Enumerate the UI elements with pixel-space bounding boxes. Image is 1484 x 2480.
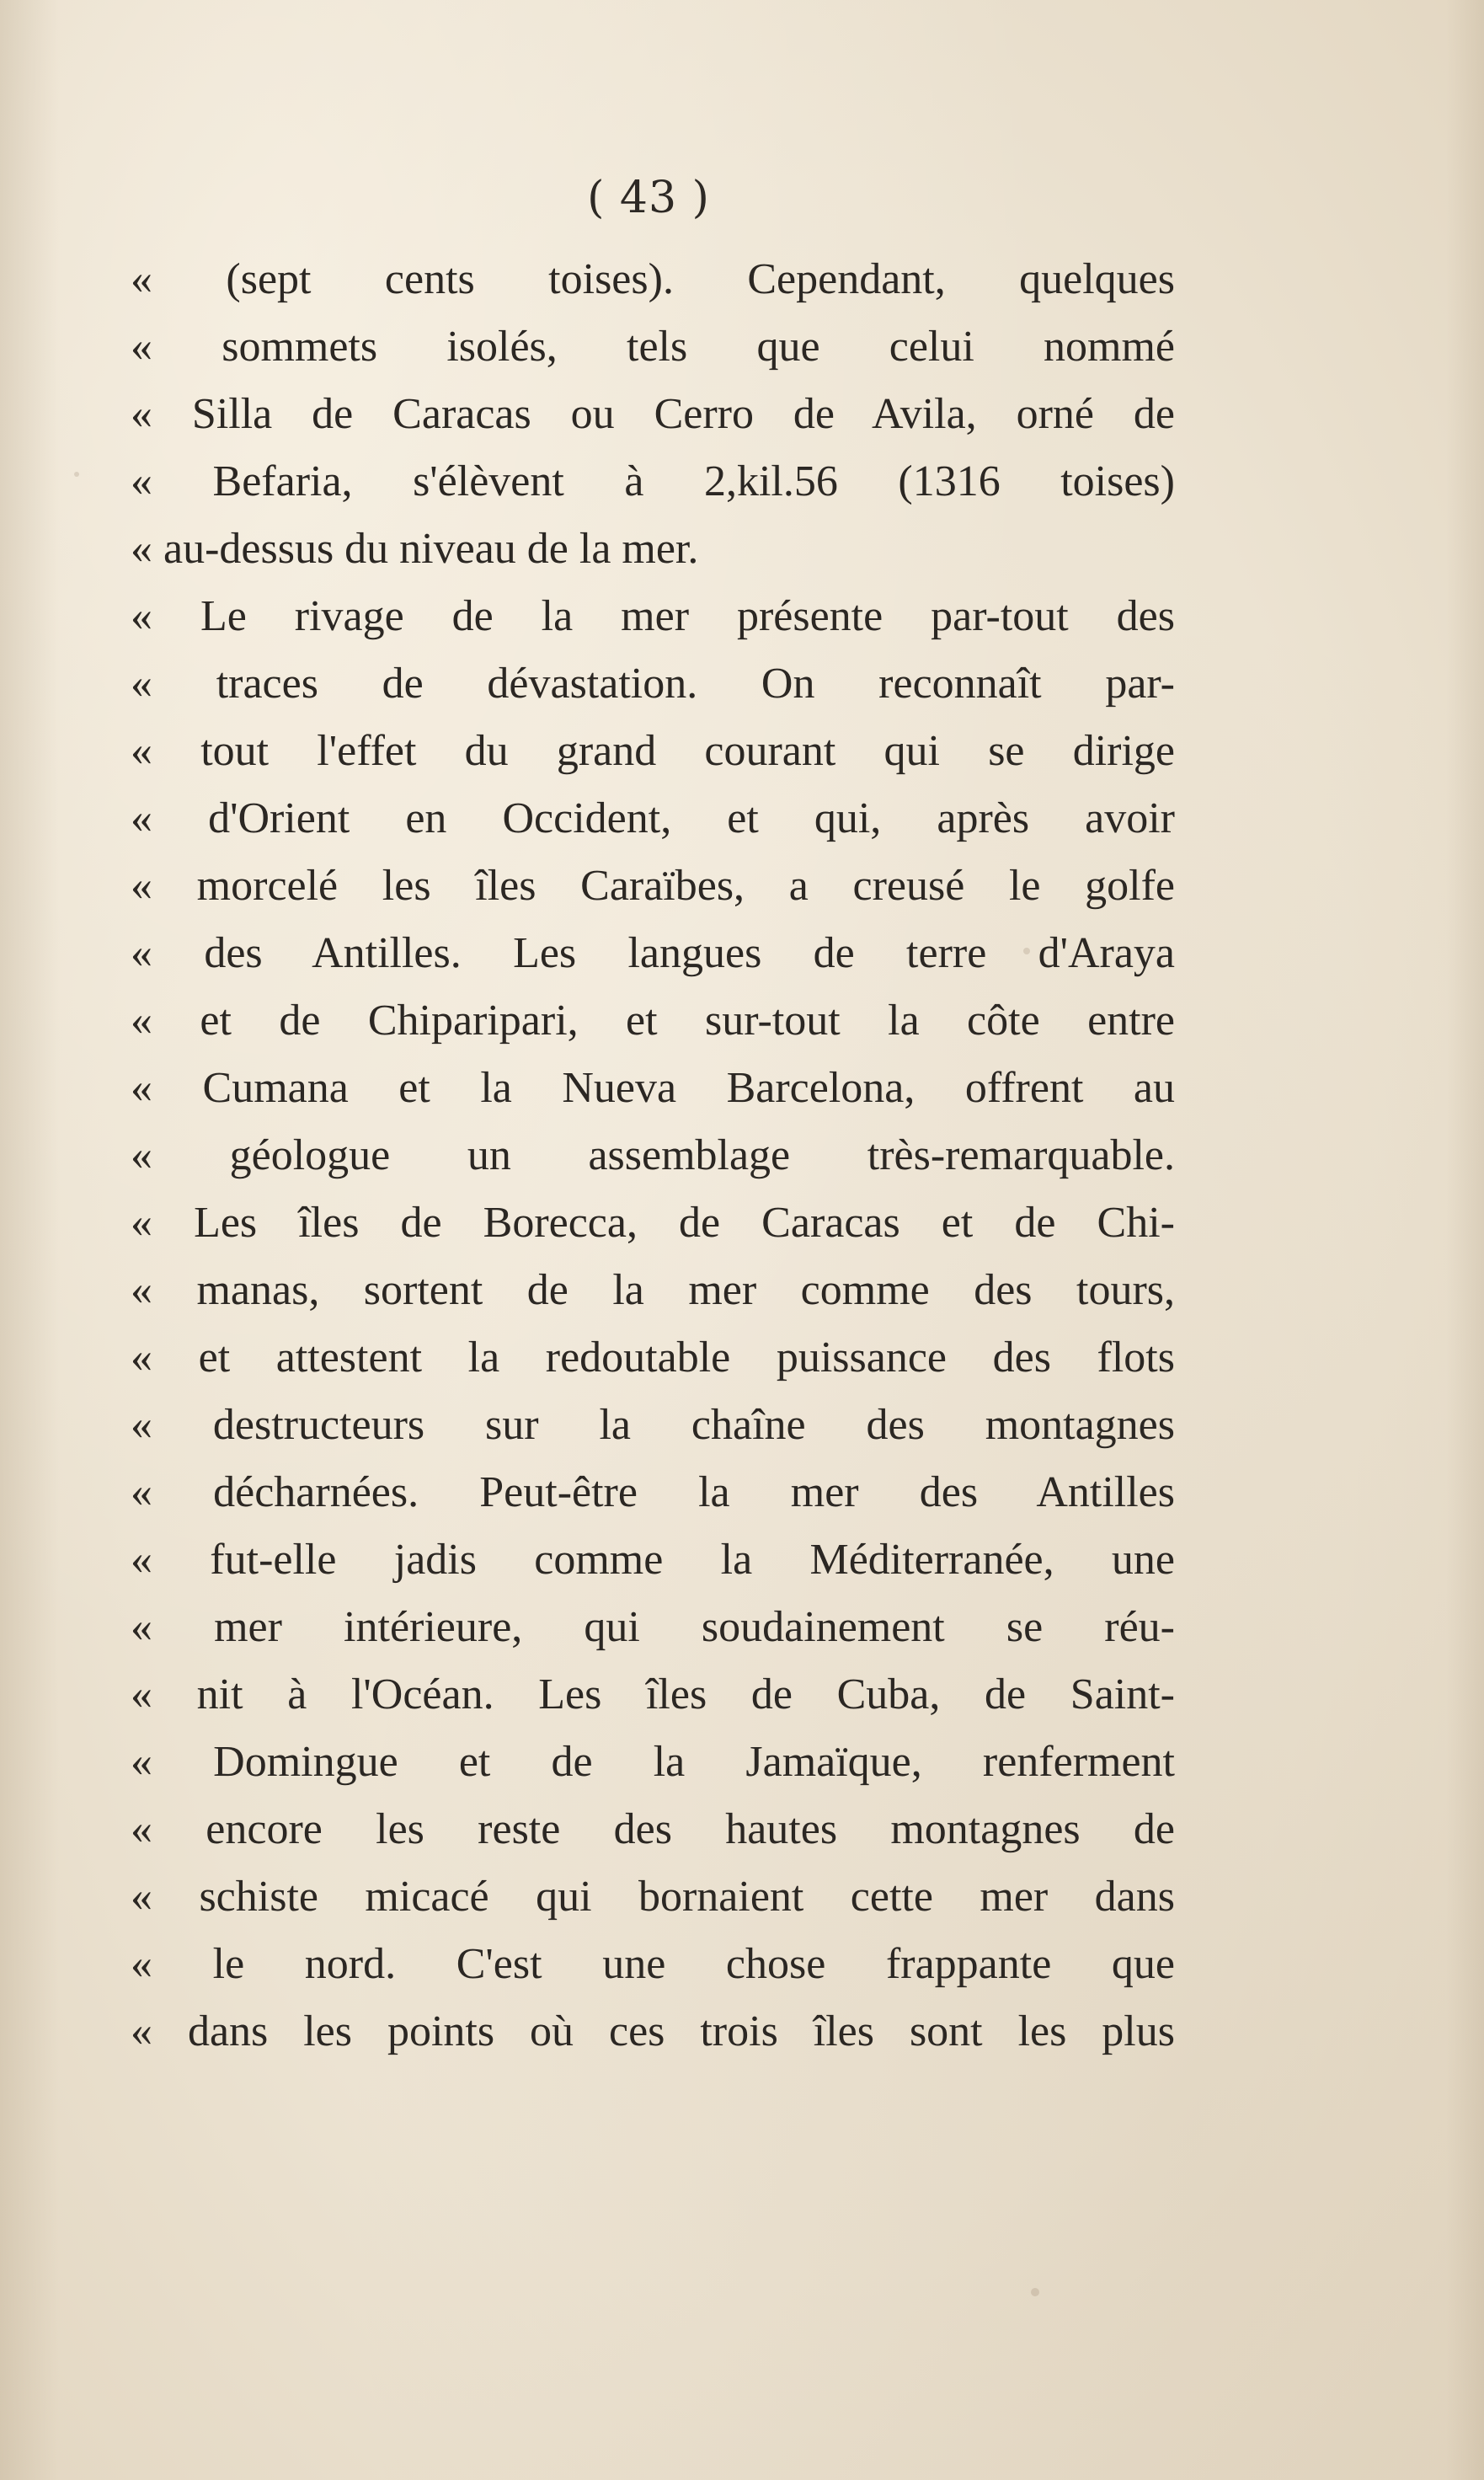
text-line: « le nord. C'est une chose frappante que [131, 1940, 1175, 1988]
text-line: « fut-elle jadis comme la Méditerranée, une [131, 1536, 1175, 1584]
text-line: « destructeurs sur la chaîne des montagnes [131, 1401, 1175, 1449]
page-number: ( 43 ) [587, 173, 710, 223]
text-line: « des Antilles. Les langues de terre d'Araya [131, 929, 1175, 977]
text-line: « encore les reste des hautes montagnes de [131, 1805, 1175, 1853]
text-line: « (sept cents toises). Cependant, quelques [131, 255, 1175, 303]
text-line: « Silla de Caracas ou Cerro de Avila, orné de [131, 390, 1175, 438]
text-line: « sommets isolés, tels que celui nommé [131, 323, 1175, 371]
text-line: « tout l'effet du grand courant qui se dirige [131, 727, 1175, 775]
text-line: « et de Chiparipari, et sur-tout la côte entre [131, 997, 1175, 1045]
paper-spot [1023, 948, 1030, 954]
text-line: « au-dessus du niveau de la mer. [131, 525, 699, 573]
text-line: « manas, sortent de la mer comme des tours, [131, 1266, 1175, 1314]
text-line: « décharnées. Peut-être la mer des Antilles [131, 1468, 1175, 1516]
text-line: « mer intérieure, qui soudainement se réu- [131, 1603, 1175, 1651]
text-line: « morcelé les îles Caraïbes, a creusé le golfe [131, 862, 1175, 910]
text-line: « traces de dévastation. On reconnaît par- [131, 660, 1175, 708]
text-line: « Les îles de Borecca, de Caracas et de Chi- [131, 1199, 1175, 1247]
text-line: « schiste micacé qui bornaient cette mer dans [131, 1873, 1175, 1921]
text-line: « Cumana et la Nueva Barcelona, offrent au [131, 1064, 1175, 1112]
text-line: « nit à l'Océan. Les îles de Cuba, de Saint- [131, 1670, 1175, 1718]
text-line: « Domingue et de la Jamaïque, renferment [131, 1738, 1175, 1786]
paper-spot [74, 472, 79, 477]
text-line: « dans les points où ces trois îles sont les plus [131, 2007, 1175, 2055]
text-line: « Le rivage de la mer présente par-tout des [131, 592, 1175, 640]
text-line: « d'Orient en Occident, et qui, après avoir [131, 794, 1175, 842]
text-line: « et attestent la redoutable puissance des flots [131, 1334, 1175, 1382]
paper-spot [1031, 2288, 1039, 2296]
text-line: « géologue un assemblage très-remarquable. [131, 1131, 1175, 1179]
body-text [131, 246, 1175, 2066]
text-line: « Befaria, s'élèvent à 2,kil.56 (1316 toises) [131, 457, 1175, 505]
